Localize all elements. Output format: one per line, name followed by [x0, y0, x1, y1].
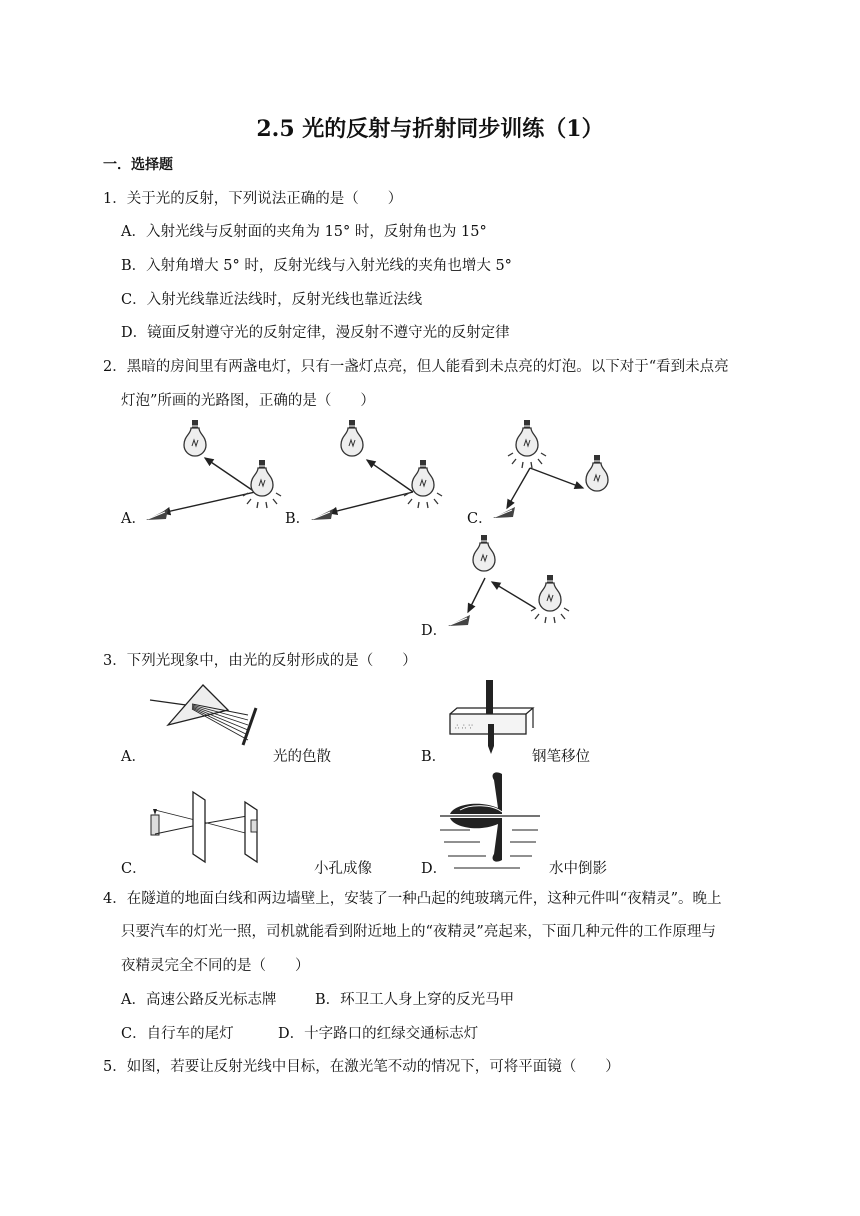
q4-option-b: B．环卫工人身上穿的反光马甲 — [315, 992, 515, 1008]
q4-option-a: A．高速公路反光标志牌 — [121, 992, 277, 1008]
q1-option-d: D．镜面反射遵守光的反射定律，漫反射不遵守光的反射定律 — [121, 325, 510, 341]
q1-option-a: A．入射光线与反射面的夹角为 15° 时，反射角也为 15° — [121, 224, 487, 240]
q2-label-a: A． — [121, 511, 146, 527]
section-heading: 一．选择题 — [103, 157, 173, 173]
q2-label-c: C． — [467, 511, 493, 527]
page-title: 2.5 光的反射与折射同步训练（1） — [256, 116, 604, 142]
q2-diagram-d — [440, 540, 590, 640]
question-2-stem-line1: 2．黑暗的房间里有两盏电灯，只有一盏灯点亮，但人能看到未点亮的灯泡。以下对于“看到未点亮 — [103, 359, 729, 375]
q4-option-d: D．十字路口的红绿交通标志灯 — [278, 1026, 479, 1042]
q3-prism-image — [148, 680, 263, 755]
q1-option-c: C．入射光线靠近法线时，反射光线也靠近法线 — [121, 292, 423, 308]
question-5-stem: 5．如图，若要让反射光线中目标，在激光笔不动的情况下，可将平面镜（ ） — [103, 1059, 620, 1075]
q2-diagram-a — [140, 420, 290, 530]
q2-label-b: B． — [285, 511, 311, 527]
q3-caption-d: 水中倒影 — [549, 861, 607, 877]
svg-text:∴ ∴ ∵: ∴ ∴ ∵ — [455, 723, 473, 731]
q3-pinhole-image — [145, 790, 280, 865]
q2-diagram-c — [485, 420, 635, 530]
q1-option-b: B．入射角增大 5° 时，反射光线与入射光线的夹角也增大 5° — [121, 258, 512, 274]
q4-option-c: C．自行车的尾灯 — [121, 1026, 234, 1042]
q2-diagram-b — [305, 420, 455, 530]
q3-reflection-image — [440, 768, 540, 880]
question-2-stem-line2: 灯泡”所画的光路图，正确的是（ ） — [121, 393, 375, 409]
q3-caption-b: 钢笔移位 — [532, 749, 590, 765]
question-4-stem-line1: 4．在隧道的地面白线和两边墙壁上，安装了一种凸起的纯玻璃元件，这种元件叫“夜精灵”。晚上 — [103, 891, 722, 907]
question-3-stem: 3．下列光现象中，由光的反射形成的是（ ） — [103, 653, 417, 669]
q3-pen-image — [445, 678, 535, 758]
q3-label-d: D． — [421, 861, 448, 877]
q3-label-c: C． — [121, 861, 147, 877]
question-1-stem: 1．关于光的反射，下列说法正确的是（ ） — [103, 191, 403, 207]
q3-label-a: A． — [121, 749, 146, 765]
q3-label-b: B． — [421, 749, 447, 765]
question-4-stem-line3: 夜精灵完全不同的是（ ） — [121, 958, 310, 974]
question-4-stem-line2: 只要汽车的灯光一照，司机就能看到附近地上的“夜精灵”亮起来，下面几种元件的工作原理与 — [121, 924, 716, 940]
q3-caption-c: 小孔成像 — [314, 861, 372, 877]
q2-label-d: D． — [421, 623, 448, 639]
q3-caption-a: 光的色散 — [273, 749, 331, 765]
